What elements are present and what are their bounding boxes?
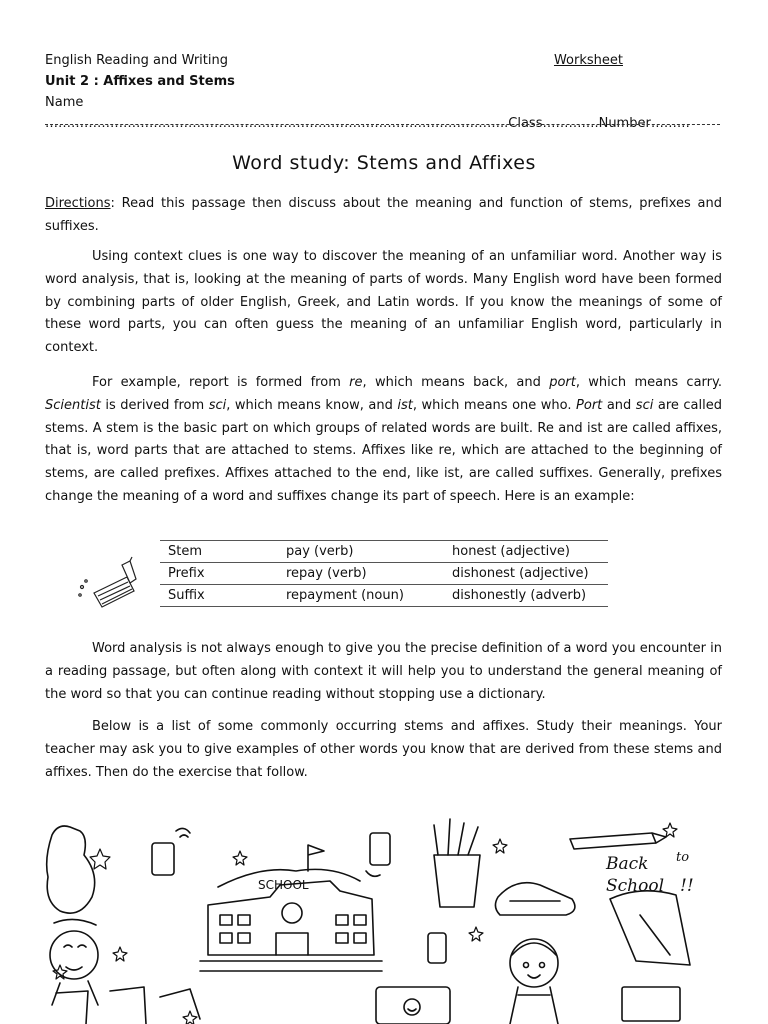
table-cell: repay (verb): [278, 563, 444, 585]
table-cell: dishonest (adjective): [444, 563, 608, 585]
p2-italic-sci: sci: [208, 397, 227, 413]
phone-icon: [370, 833, 390, 865]
pencil-cup-doodle: [434, 819, 480, 907]
p2-text-7: and: [602, 397, 636, 413]
phone-icon: [152, 843, 174, 875]
desk-items-doodle: [56, 987, 200, 1024]
p2-text-6: , which means one who.: [412, 397, 577, 413]
dashed-divider: [45, 124, 720, 125]
table-cell: honest (adjective): [444, 541, 608, 563]
paragraph-1-text: Using context clues is one way to discover the meaning of an unfamiliar word. Another way is word analysis, that is, looking at the meaning of parts of words. Many English word have been formed by combining parts of older English, Greek, and Latin words. If you know the meanings of some of these word parts, you can often guess the meaning of an unfamiliar English word, particularly in context.: [45, 249, 722, 356]
p2-text-1: For example, report is formed from: [92, 375, 350, 390]
p2-text-3: , which means carry.: [575, 375, 722, 390]
back-to-school-illustration: [40, 815, 730, 1024]
p2-italic-scientist: Scientist: [45, 397, 101, 413]
paragraph-3-text: Word analysis is not always enough to give you the precise definition of a word you encounter in a reading passage, but often along with context it will help you to understand the general meaning of the word so that you can continue reading without stopping use a dictionary.: [45, 641, 722, 702]
pencil-doodle: [570, 833, 666, 849]
girl-doodle: [510, 939, 558, 1024]
example-table: [160, 540, 608, 607]
unit-title: Unit 2 : Affixes and Stems: [45, 74, 235, 89]
stars-decoration: [53, 823, 677, 1024]
p2-italic-ist: ist: [397, 397, 413, 413]
directions-text: : Read this passage then discuss about the meaning and function of stems, prefixes and suffixes.: [45, 196, 722, 234]
p2-italic-port-2: Port: [576, 397, 603, 413]
paragraph-1: [45, 246, 722, 360]
table-cell: Stem: [160, 541, 278, 563]
table-row: [160, 541, 608, 563]
to-word: to: [676, 850, 690, 865]
directions-label: Directions: [45, 196, 111, 211]
paragraph-4: [45, 716, 722, 784]
school-sign: SCHOOL: [258, 878, 309, 892]
exclaim-marks: !!: [680, 876, 694, 896]
paragraph-4-text: Below is a list of some commonly occurring stems and affixes. Study their meanings. Your teacher may ask you to give examples of other words you know that are derived from these stems and affixes. Then do the exercise that follow.: [45, 719, 722, 780]
phone-icon: [428, 933, 446, 963]
table-cell: pay (verb): [278, 541, 444, 563]
laptop-doodle: [376, 987, 450, 1024]
school-building-doodle: [200, 845, 382, 971]
directions: [45, 193, 722, 239]
school-word: School: [606, 876, 665, 896]
sneaker-doodle: [495, 883, 574, 915]
p2-italic-re: re: [349, 375, 363, 390]
worksheet-label: Worksheet: [553, 53, 623, 68]
paragraph-3: [45, 638, 722, 706]
table-cell: Suffix: [160, 585, 278, 607]
name-card-doodle: [622, 987, 680, 1021]
page-title: Word study: Stems and Affixes: [232, 152, 536, 174]
course-name: English Reading and Writing: [45, 53, 228, 68]
paragraph-2: [45, 372, 722, 509]
p2-italic-sci-2: sci: [635, 397, 654, 413]
p2-text-2: , which means back, and: [362, 375, 550, 390]
p2-italic-port: port: [549, 375, 576, 390]
p2-text-8: are called stems. A stem is the basic part on which groups of related words are built. Re and ist are called affixes, that is, word parts that are attached to stems. Affixes like re, which are attached to the beginning of stems, are called prefixes. Affixes attached to the end, like ist, are called suffixes. Generally, prefixes change the meaning of a word and suffixes change its part of speech. Here is an example:: [45, 397, 722, 504]
name-class-number-line: Name ……………………………………………………………………………………………..Class………….Number………: [45, 95, 690, 131]
table-cell: repayment (noun): [278, 585, 444, 607]
pencil-notebook-doodle: [72, 555, 152, 615]
table-row: [160, 585, 608, 607]
table-row: [160, 563, 608, 585]
table-cell: Prefix: [160, 563, 278, 585]
p2-text-4: is derived from: [100, 397, 209, 413]
back-word: Back: [606, 854, 649, 874]
back-to-school-text: [605, 850, 694, 896]
p2-text-5: , which means know, and: [226, 397, 398, 413]
worksheet-header: [45, 50, 725, 134]
child-handstand-doodle: [47, 826, 98, 1005]
table-cell: dishonestly (adverb): [444, 585, 608, 607]
